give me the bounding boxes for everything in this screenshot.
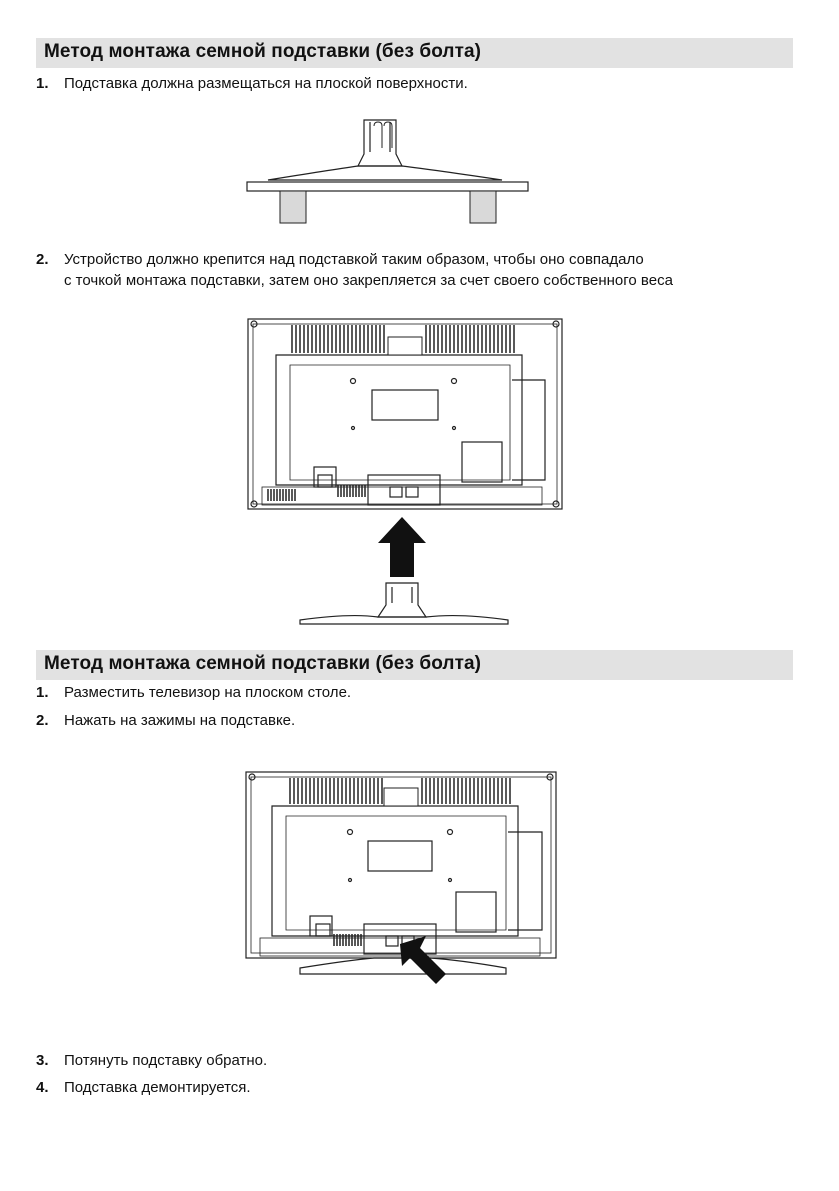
step-number: 3. <box>36 1052 49 1069</box>
section2-step-1 <box>36 684 351 701</box>
section1-title: Метод монтажа семной подставки (без болта) <box>44 41 482 62</box>
step-text: Подставка должна размещаться на плоской поверхности. <box>64 75 468 92</box>
step-text: Потянуть подставку обратно. <box>64 1052 268 1069</box>
section2-step-2 <box>36 712 295 729</box>
step-text: Нажать на зажимы на подставке. <box>64 712 296 729</box>
section2-header <box>36 650 793 680</box>
step-text: Устройство должно крепится над подставкой таким образом, чтобы оно совпадало <box>64 251 644 268</box>
step-number: 2. <box>36 712 49 729</box>
step-number: 2. <box>36 251 49 268</box>
section2-step-3 <box>36 1052 267 1069</box>
figure-press-stand-clips <box>240 768 565 988</box>
section1-step-2 <box>36 251 644 268</box>
section2-title: Метод монтажа семной подставки (без болта) <box>44 653 482 674</box>
section1-step-2-continuation: с точкой монтажа подставки, затем оно закрепляется за счет своего собственного веса <box>64 272 673 289</box>
step-number: 1. <box>36 684 49 701</box>
step-number: 1. <box>36 75 49 92</box>
section2-step-4 <box>36 1079 251 1096</box>
section1-step-1 <box>36 75 468 92</box>
figure-tv-mount-onto-stand <box>240 315 570 630</box>
step-number: 4. <box>36 1079 49 1096</box>
step-text: Разместить телевизор на плоском столе. <box>64 684 352 701</box>
section1-header <box>36 38 793 68</box>
figure-stand-on-table <box>240 108 540 233</box>
step-text: Подставка демонтируется. <box>64 1079 251 1096</box>
